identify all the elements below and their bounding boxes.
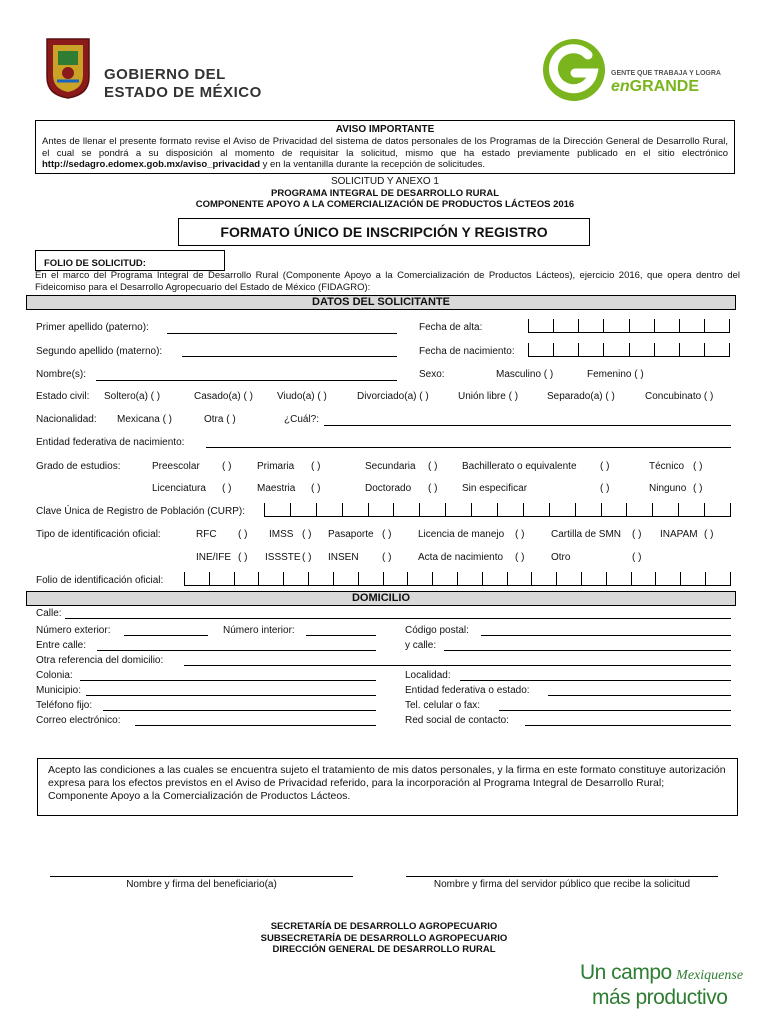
primaria-label: Primaria	[257, 461, 295, 472]
fecha-nacimiento-cells[interactable]	[528, 343, 730, 357]
aviso-title: AVISO IMPORTANTE	[335, 124, 435, 135]
sin-especificar-checkbox[interactable]: ( )	[600, 483, 610, 494]
estado-civil-label: Estado civil:	[36, 391, 90, 402]
programa-title: PROGRAMA INTEGRAL DE DESARROLLO RURAL	[271, 188, 499, 199]
ninguno-checkbox[interactable]: ( )	[693, 483, 703, 494]
rfc-checkbox[interactable]: ( )	[238, 529, 248, 540]
entidad-nacimiento-label: Entidad federativa de nacimiento:	[36, 437, 185, 448]
aviso-text-after: y en la ventanilla durante la recepción de solicitudes.	[260, 159, 486, 170]
aviso-box	[35, 120, 735, 174]
inapam-checkbox[interactable]: ( )	[704, 529, 714, 540]
femenino-option[interactable]: Femenino ( )	[587, 369, 644, 380]
localidad-field[interactable]	[460, 680, 731, 681]
licenciatura-label: Licenciatura	[152, 483, 206, 494]
segundo-apellido-field[interactable]	[182, 356, 397, 357]
segundo-apellido-label: Segundo apellido (materno):	[36, 346, 163, 357]
acepto-condiciones-box	[37, 758, 738, 816]
fecha-alta-label: Fecha de alta:	[419, 322, 483, 333]
doctorado-label: Doctorado	[365, 483, 412, 494]
otro-id-checkbox[interactable]: ( )	[632, 552, 642, 563]
footer-subsecretaria: SUBSECRETARÍA DE DESARROLLO AGROPECUARIO	[260, 932, 508, 944]
brand-tagline: GENTE QUE TRABAJA Y LOGRA	[611, 70, 721, 77]
nombres-field[interactable]	[96, 380, 397, 381]
entre-calle-field[interactable]	[97, 650, 376, 651]
state-seal-logo	[43, 37, 93, 99]
tecnico-checkbox[interactable]: ( )	[693, 461, 703, 472]
sexo-label: Sexo:	[419, 369, 445, 380]
entidad-federativa-field[interactable]	[548, 695, 731, 696]
preescolar-checkbox[interactable]: ( )	[222, 461, 232, 472]
cartilla-checkbox[interactable]: ( )	[632, 529, 642, 540]
viudo-option[interactable]: Viudo(a) ( )	[277, 391, 327, 402]
codigo-postal-label: Código postal:	[405, 625, 469, 636]
firma-servidor-line[interactable]	[406, 876, 718, 877]
correo-label: Correo electrónico:	[36, 715, 121, 726]
componente-title: COMPONENTE APOYO A LA COMERCIALIZACIÓN DE PRODUCTOS LÁCTEOS 2016	[195, 199, 575, 210]
brand-name	[611, 78, 699, 96]
formato-title-box: FORMATO ÚNICO DE INSCRIPCIÓN Y REGISTRO	[178, 218, 590, 246]
correo-field[interactable]	[135, 725, 376, 726]
primaria-checkbox[interactable]: ( )	[311, 461, 321, 472]
acepto-condiciones-text: Acepto las condiciones a las cuales se encuentra sujeto el tratamiento de mis datos personales, y la firma en este formato constituye autorización expresa para los efectos previstos en el Aviso de Privacidad referido, para la incorporación al Programa Integral de Desarrollo Rural; Componente Apoyo a la Comercialización de Productos Lácteos.	[48, 764, 726, 802]
issste-label: ISSSTE	[265, 552, 301, 563]
government-name-line2: ESTADO DE MÉXICO	[104, 84, 262, 101]
fecha-nacimiento-label: Fecha de nacimiento:	[419, 346, 515, 357]
preescolar-label: Preescolar	[152, 461, 200, 472]
maestria-label: Maestria	[257, 483, 296, 494]
aviso-url-link[interactable]: http://sedagro.edomex.gob.mx/aviso_privacidad	[42, 159, 261, 170]
brand-name-grande: GRANDE	[629, 78, 700, 95]
acta-label: Acta de nacimiento	[418, 552, 504, 563]
pasaporte-checkbox[interactable]: ( )	[382, 529, 392, 540]
concubinato-option[interactable]: Concubinato ( )	[645, 391, 714, 402]
slogan-line1: Un campo	[580, 961, 672, 984]
ine-label: INE/IFE	[196, 552, 232, 563]
fecha-alta-cells[interactable]	[528, 319, 730, 333]
licencia-label: Licencia de manejo	[418, 529, 505, 540]
curp-cells[interactable]	[264, 503, 731, 517]
pasaporte-label: Pasaporte	[328, 529, 374, 540]
otra-referencia-field[interactable]	[184, 665, 731, 666]
celular-label: Tel. celular o fax:	[405, 700, 481, 711]
telefono-fijo-label: Teléfono fijo:	[36, 700, 93, 711]
primer-apellido-field[interactable]	[167, 333, 397, 334]
curp-label: Clave Única de Registro de Población (CURP):	[36, 506, 245, 517]
otra-referencia-label: Otra referencia del domicilio:	[36, 655, 164, 666]
celular-field[interactable]	[499, 710, 731, 711]
engrande-logo-icon	[541, 37, 607, 103]
ninguno-label: Ninguno	[649, 483, 687, 494]
entidad-federativa-label: Entidad federativa o estado:	[405, 685, 530, 696]
casado-option[interactable]: Casado(a) ( )	[194, 391, 253, 402]
imss-label: IMSS	[269, 529, 294, 540]
aviso-text-before: Antes de llenar el presente formato revise el Aviso de Privacidad del sistema de datos personales de los Programas de la Dirección General de Desarrollo Rural, el cual se pondrá a su disposición al momento de requisitar la solicitud, mismo que ha estado previamente publicado en el sitio electrónico	[42, 136, 728, 159]
footer-direccion: DIRECCIÓN GENERAL DE DESARROLLO RURAL	[272, 944, 496, 955]
calle-field[interactable]	[65, 618, 731, 619]
imss-checkbox[interactable]: ( )	[302, 529, 312, 540]
separado-option[interactable]: Separado(a) ( )	[547, 391, 615, 402]
slogan-line2: más productivo	[592, 986, 728, 1009]
bachillerato-label: Bachillerato o equivalente	[462, 461, 577, 472]
red-social-label: Red social de contacto:	[405, 715, 509, 726]
numero-interior-label: Número interior:	[223, 625, 295, 636]
folio-identificacion-label: Folio de identificación oficial:	[36, 575, 164, 586]
nombres-label: Nombre(s):	[36, 369, 87, 380]
insen-label: INSEN	[328, 552, 359, 563]
soltero-option[interactable]: Soltero(a) ( )	[104, 391, 161, 402]
otro-id-label: Otro	[551, 552, 571, 563]
mexicana-option[interactable]: Mexicana ( )	[117, 414, 173, 425]
cual-label: ¿Cuál?:	[284, 414, 320, 425]
cartilla-label: Cartilla de SMN	[551, 529, 622, 540]
folio-solicitud-box[interactable]	[35, 250, 225, 271]
numero-exterior-label: Número exterior:	[36, 625, 111, 636]
government-name-line1: GOBIERNO DEL	[104, 66, 226, 83]
folio-identificacion-cells[interactable]	[184, 572, 731, 586]
aviso-text	[42, 136, 728, 171]
nacionalidad-label: Nacionalidad:	[36, 414, 97, 425]
entidad-nacimiento-field[interactable]	[206, 447, 731, 448]
y-calle-label: y calle:	[405, 640, 437, 651]
inapam-label: INAPAM	[660, 529, 698, 540]
cual-field[interactable]	[324, 425, 731, 426]
municipio-label: Municipio:	[36, 685, 82, 696]
ine-checkbox[interactable]: ( )	[238, 552, 248, 563]
red-social-field[interactable]	[525, 725, 731, 726]
secundaria-checkbox[interactable]: ( )	[428, 461, 438, 472]
acta-checkbox[interactable]: ( )	[515, 552, 525, 563]
y-calle-field[interactable]	[444, 650, 731, 651]
firma-beneficiario-line[interactable]	[50, 876, 353, 877]
firma-servidor-label: Nombre y firma del servidor público que recibe la solicitud	[433, 879, 691, 890]
numero-exterior-field[interactable]	[124, 635, 208, 636]
brand-name-en: en	[611, 78, 630, 95]
maestria-checkbox[interactable]: ( )	[311, 483, 321, 494]
codigo-postal-field[interactable]	[481, 635, 731, 636]
solicitud-title: SOLICITUD Y ANEXO 1	[330, 176, 439, 187]
tipo-identificacion-label: Tipo de identificación oficial:	[36, 529, 161, 540]
numero-interior-field[interactable]	[306, 635, 376, 636]
secundaria-label: Secundaria	[365, 461, 416, 472]
slogan	[580, 962, 743, 1009]
licencia-checkbox[interactable]: ( )	[515, 529, 525, 540]
masculino-option[interactable]: Masculino ( )	[496, 369, 554, 380]
colonia-field[interactable]	[80, 680, 376, 681]
otra-nacionalidad-option[interactable]: Otra ( )	[204, 414, 236, 425]
divorciado-option[interactable]: Divorciado(a) ( )	[357, 391, 429, 402]
rfc-label: RFC	[196, 529, 217, 540]
colonia-label: Colonia:	[36, 670, 73, 681]
union-libre-option[interactable]: Unión libre ( )	[458, 391, 519, 402]
localidad-label: Localidad:	[405, 670, 451, 681]
municipio-field[interactable]	[86, 695, 376, 696]
issste-checkbox[interactable]: ( )	[302, 552, 312, 563]
calle-label: Calle:	[36, 608, 62, 619]
entre-calle-label: Entre calle:	[36, 640, 87, 651]
licenciatura-checkbox[interactable]: ( )	[222, 483, 232, 494]
grado-estudios-label: Grado de estudios:	[36, 461, 121, 472]
doctorado-checkbox[interactable]: ( )	[428, 483, 438, 494]
primer-apellido-label: Primer apellido (paterno):	[36, 322, 149, 333]
slogan-mexiquense: Mexiquense	[676, 968, 744, 983]
sin-especificar-label: Sin especificar	[462, 483, 528, 494]
firma-beneficiario-label: Nombre y firma del beneficiario(a)	[126, 879, 277, 890]
intro-text: En el marco del Programa Integral de Desarrollo Rural (Componente Apoyo a la Comercialización de Productos Lácteos), ejercicio 2016, que opera dentro del Fideicomiso para el Desarrollo Agropecuario del Estado de México (FIDAGRO):	[35, 270, 740, 293]
domicilio-header: DOMICILIO	[26, 591, 736, 606]
telefono-fijo-field[interactable]	[103, 710, 376, 711]
footer-secretaria: SECRETARÍA DE DESARROLLO AGROPECUARIO	[270, 921, 498, 932]
bachillerato-checkbox[interactable]: ( )	[600, 461, 610, 472]
datos-solicitante-header: DATOS DEL SOLICITANTE	[26, 295, 736, 310]
insen-checkbox[interactable]: ( )	[382, 552, 392, 563]
tecnico-label: Técnico	[649, 461, 685, 472]
folio-solicitud-label: FOLIO DE SOLICITUD:	[44, 258, 146, 269]
